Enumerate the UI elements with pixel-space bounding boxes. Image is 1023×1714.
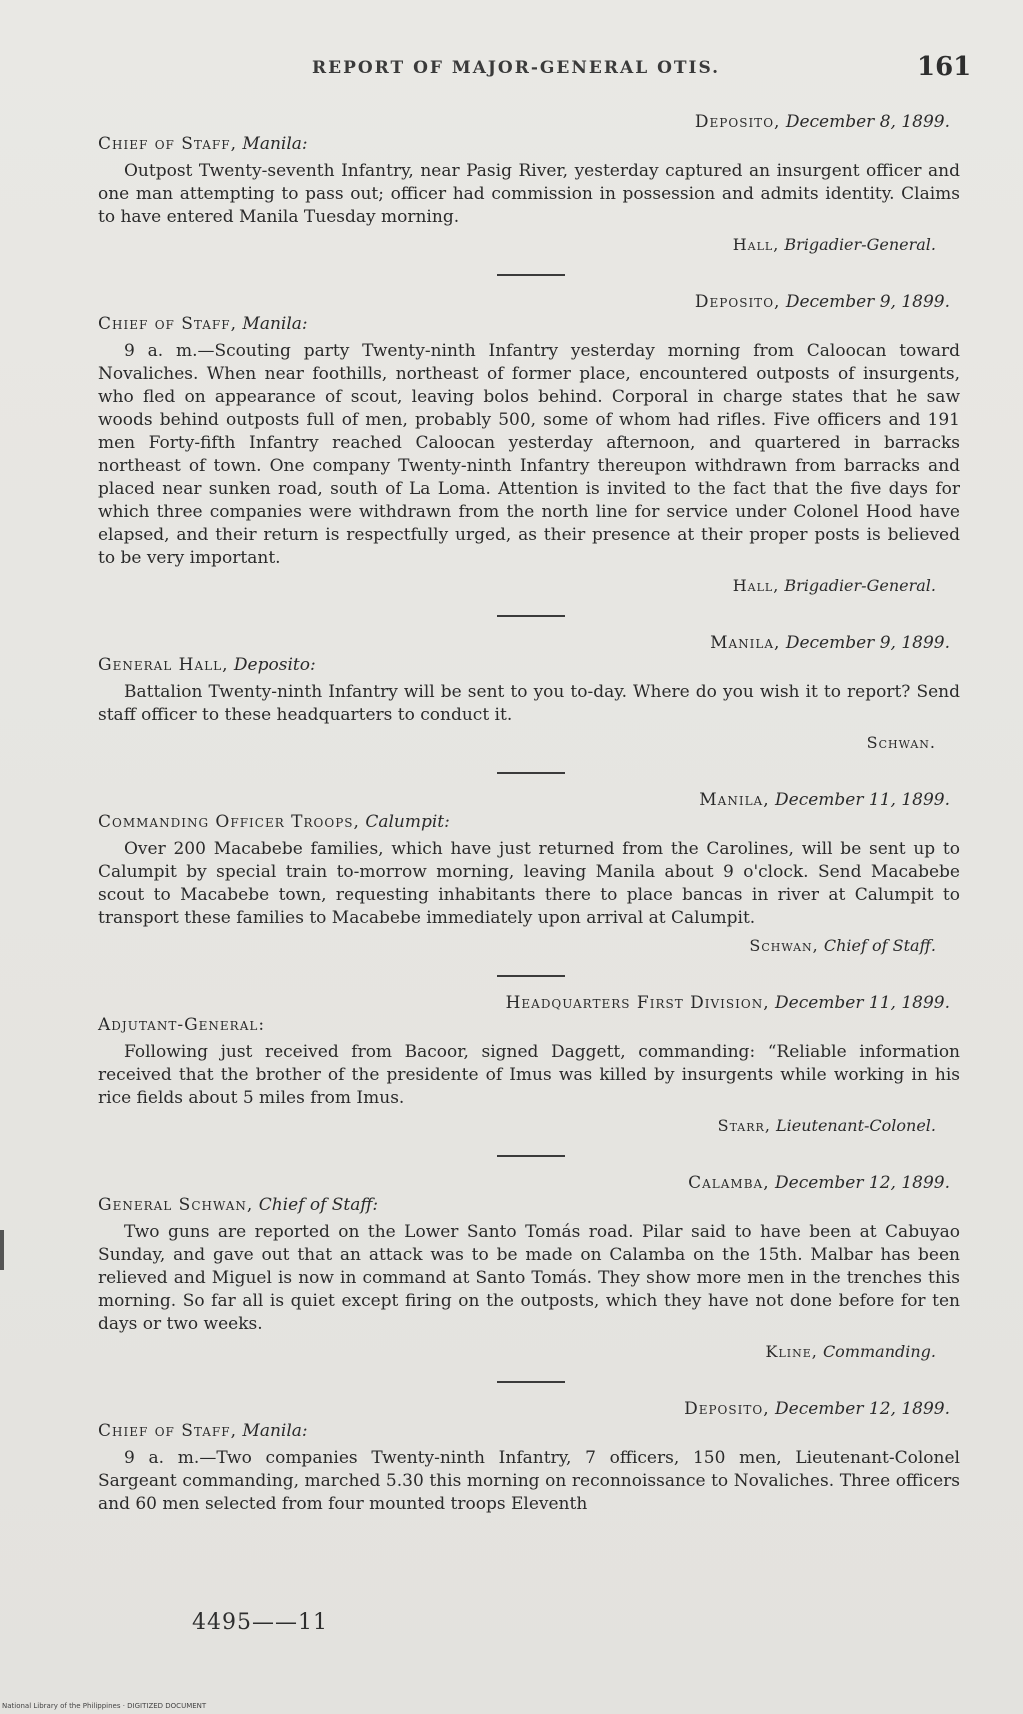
signature-name: Kline, <box>765 1342 818 1361</box>
dateline <box>98 790 960 810</box>
section-divider <box>497 1155 565 1157</box>
dateline <box>98 1399 960 1419</box>
addressee-location: Calumpit: <box>365 812 450 832</box>
dateline-place: Manila, <box>710 633 781 653</box>
addressee <box>98 812 960 832</box>
telegram-entry <box>98 993 960 1135</box>
signature-title: Brigadier-General. <box>784 576 936 595</box>
telegram-entry <box>98 292 960 595</box>
signature <box>98 936 960 955</box>
addressee-name: General Hall, <box>98 655 229 675</box>
addressee <box>98 655 960 675</box>
message-body: Over 200 Macabebe families, which have just returned from the Carolines, will be sent up to Calumpit by special train to-morrow morning, leaving Manila about 9 o'clock. Send Macabebe scout to Macabebe town, requesting inhabitants there to place bancas in river at Calumpit to transport these families to Macabebe immediately upon arrival at Calumpit. <box>98 839 960 928</box>
message-body: Two guns are reported on the Lower Santo Tomás road. Pilar said to have been at Cabuyao Sunday, and gave out that an attack was to be made on Calamba on the 15th. Malbar has been relieved and Miguel is now in command at Santo Tomás. They show more men in the trenches this morning. So far all is quiet except firing on the outposts, which they have not done before for ten days or two weeks. <box>98 1222 960 1334</box>
telegram-entry <box>98 790 960 955</box>
addressee-name: General Schwan, <box>98 1195 254 1215</box>
dateline-date: December 11, 1899. <box>775 790 950 810</box>
addressee <box>98 314 960 334</box>
document-body <box>98 112 960 1516</box>
signature-title: Lieutenant-Colonel. <box>776 1116 936 1135</box>
dateline <box>98 112 960 132</box>
page-number: 161 <box>917 52 972 82</box>
dateline <box>98 292 960 312</box>
addressee <box>98 134 960 154</box>
message-body: 9 a. m.—Two companies Twenty-ninth Infantry, 7 officers, 150 men, Lieutenant-Colonel Sargeant commanding, marched 5.30 this morning on reconnoissance to Novaliches. Three officers and 60 men selected from four mounted troops Eleventh <box>98 1448 960 1514</box>
signature-title: Chief of Staff. <box>823 936 936 955</box>
telegram-entry <box>98 1399 960 1516</box>
dateline-place: Deposito, <box>684 1399 770 1419</box>
signature <box>98 576 960 595</box>
section-divider <box>497 615 565 617</box>
signature-name: Starr, <box>717 1116 771 1135</box>
dateline-date: December 12, 1899. <box>775 1399 950 1419</box>
addressee-name: Chief of Staff, <box>98 134 237 154</box>
dateline-place: Calamba, <box>688 1173 770 1193</box>
addressee-name: Chief of Staff, <box>98 1421 237 1441</box>
message-body: 9 a. m.—Scouting party Twenty-ninth Infantry yesterday morning from Caloocan toward Novaliches. When near foothills, northeast of former place, encountered outposts of insurgents, who fled on appearance of scout, leaving bolos behind. Corporal in charge states that he saw woods behind outposts full of men, probably 500, some of whom had rifles. Five officers and 191 men Forty-fifth Infantry reached Caloocan yesterday afternoon, and quartered in barracks northeast of town. One company Twenty-ninth Infantry thereupon withdrawn from barracks and placed near sunken road, south of La Loma. Attention is invited to the fact that the five days for which three companies were withdrawn from the north line for service under Colonel Hood have elapsed, and their return is respectfully urged, as their presence at their proper posts is believed to be very important. <box>98 341 960 568</box>
dateline-date: December 9, 1899. <box>785 633 950 653</box>
dateline <box>98 993 960 1013</box>
section-divider <box>497 772 565 774</box>
signature <box>98 1116 960 1135</box>
section-divider <box>497 975 565 977</box>
signature-title: Brigadier-General. <box>784 235 936 254</box>
addressee-location: Manila: <box>242 134 308 154</box>
dateline-place: Deposito, <box>694 112 781 132</box>
dateline <box>98 1173 960 1193</box>
signature-name: Schwan, <box>749 936 819 955</box>
dateline-date: December 12, 1899. <box>775 1173 950 1193</box>
addressee <box>98 1195 960 1215</box>
addressee-location: Chief of Staff: <box>258 1195 379 1215</box>
section-divider <box>497 1381 565 1383</box>
dateline-date: December 9, 1899. <box>785 292 950 312</box>
addressee <box>98 1421 960 1441</box>
page-header <box>0 52 1023 92</box>
dateline-place: Manila, <box>699 790 770 810</box>
addressee-name: Chief of Staff, <box>98 314 237 334</box>
telegram-entry <box>98 112 960 254</box>
signature-name: Hall, <box>732 576 780 595</box>
scan-caption: National Library of the Philippines · DIGITIZED DOCUMENT <box>2 1702 207 1710</box>
addressee-name: Commanding Officer Troops, <box>98 812 360 832</box>
signature-name: Hall, <box>732 235 780 254</box>
signature-name: Schwan. <box>866 733 936 752</box>
addressee-location: Deposito: <box>233 655 316 675</box>
section-divider <box>497 274 565 276</box>
dateline-place: Headquarters First Division, <box>505 993 770 1013</box>
addressee-name: Adjutant-General: <box>98 1015 266 1035</box>
message-body: Outpost Twenty-seventh Infantry, near Pasig River, yesterday captured an insurgent officer and one man attempting to pass out; officer had commission in possession and admits identity. Claims to have entered Manila Tuesday morning. <box>98 161 960 227</box>
telegram-entry <box>98 1173 960 1361</box>
binding-edge <box>0 1230 4 1270</box>
telegram-entry <box>98 633 960 752</box>
message-body: Battalion Twenty-ninth Infantry will be sent to you to-day. Where do you wish it to report? Send staff officer to these headquarters to conduct it. <box>98 682 960 725</box>
dateline <box>98 633 960 653</box>
signature-mark: 4495——11 <box>192 1610 328 1635</box>
dateline-date: December 8, 1899. <box>785 112 950 132</box>
message-body: Following just received from Bacoor, signed Daggett, commanding: “Reliable information received that the brother of the presidente of Imus was killed by insurgents while working in his rice fields about 5 miles from Imus. <box>98 1042 960 1108</box>
dateline-place: Deposito, <box>694 292 781 312</box>
signature <box>98 1342 960 1361</box>
signature-title: Commanding. <box>822 1342 936 1361</box>
signature <box>98 733 960 752</box>
addressee-location: Manila: <box>242 314 308 334</box>
addressee <box>98 1015 960 1035</box>
signature <box>98 235 960 254</box>
addressee-location: Manila: <box>242 1421 308 1441</box>
running-head: REPORT OF MAJOR-GENERAL OTIS. <box>312 58 721 78</box>
dateline-date: December 11, 1899. <box>775 993 950 1013</box>
